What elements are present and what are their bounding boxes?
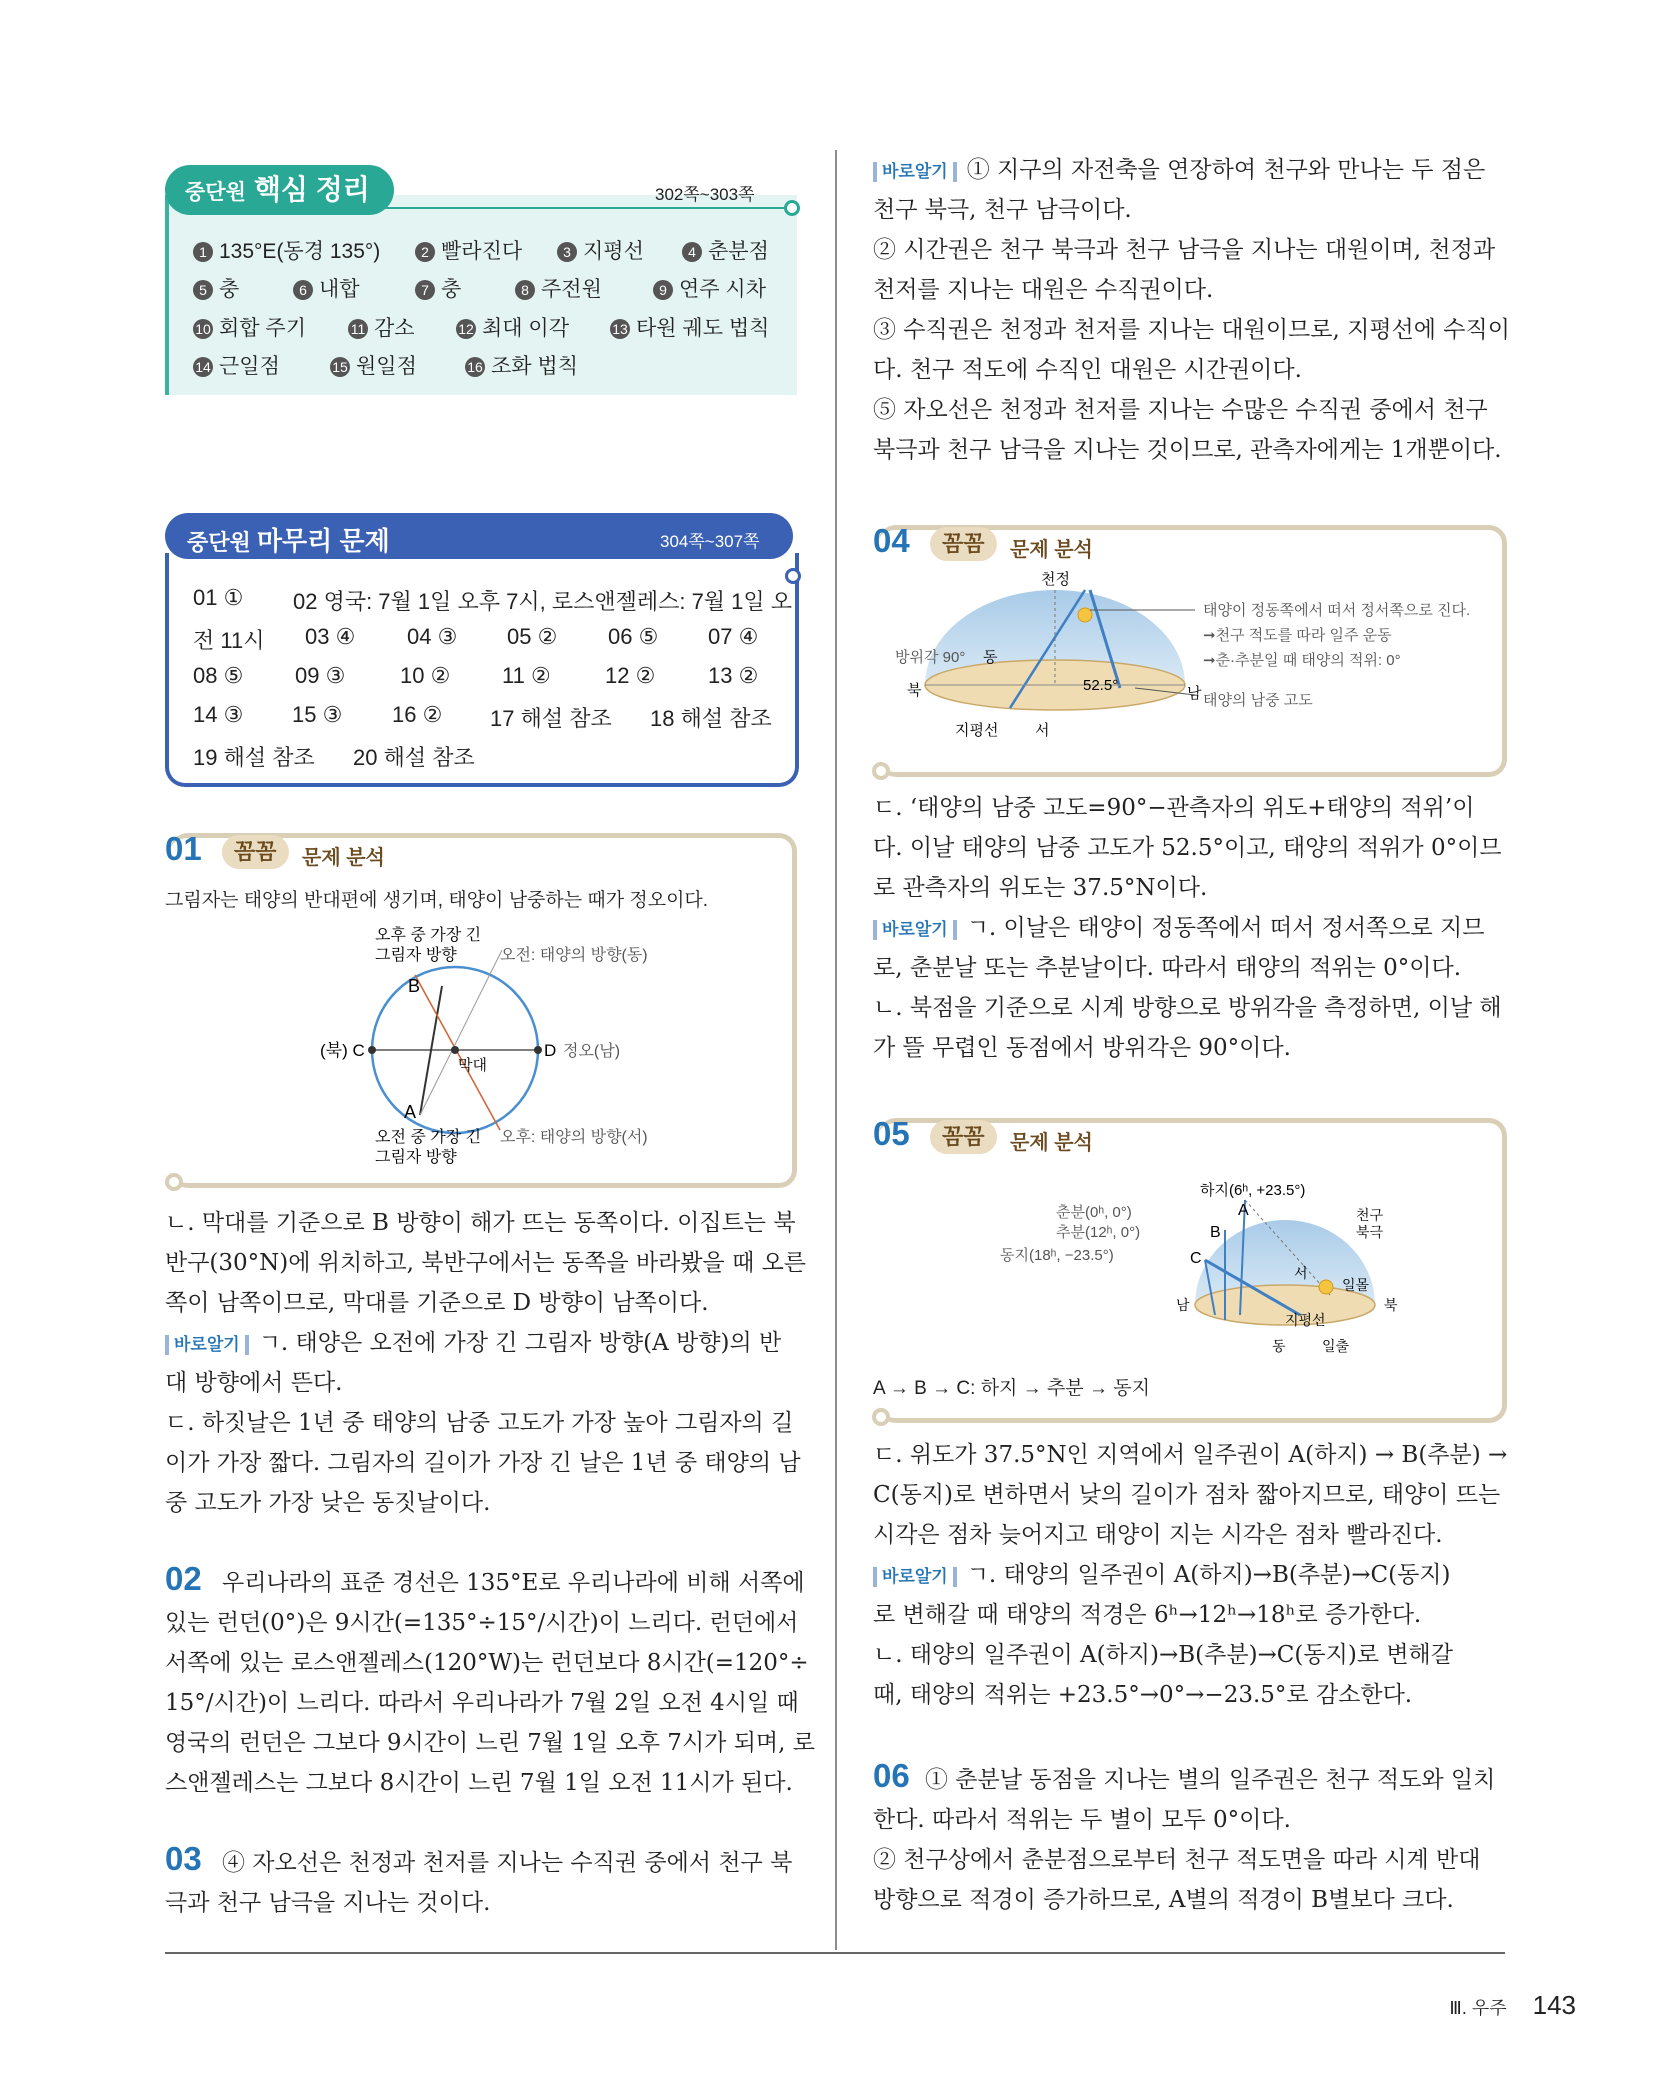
item-text: 충 xyxy=(219,278,240,301)
q05-fig-pole2: 북극 xyxy=(1356,1224,1384,1240)
q06-body-line: 방향으로 적경이 증가하므로, A별의 적경이 B별보다 크다. xyxy=(873,1887,1454,1913)
review-tab-small: 중단원 xyxy=(187,530,251,555)
stick-dot xyxy=(451,1046,459,1054)
answer: 09 ③ xyxy=(295,663,346,688)
q02-number: 02 xyxy=(165,1560,202,1597)
q01-fig-d-label: 정오(남) xyxy=(563,1043,621,1060)
q04-fig-west: 서 xyxy=(1035,722,1050,739)
q04-fig-note3: ➞춘·추분일 때 태양의 적위: 0° xyxy=(1203,652,1401,669)
summary-item xyxy=(193,350,280,380)
q05-fig-summer: 하지(6ʰ, +23.5°) xyxy=(1200,1182,1306,1199)
summary-item xyxy=(456,312,569,342)
q04-fig-south: 남 xyxy=(1187,685,1202,702)
q05-body-line: ㄷ. 위도가 37.5°N인 지역에서 일주권이 A(하지) → B(추분) → xyxy=(873,1442,1508,1468)
q01-fig-a: A xyxy=(404,1102,417,1122)
right-baro-line xyxy=(873,150,1485,190)
q06-number: 06 xyxy=(873,1757,910,1794)
q05-celestial-diagram xyxy=(1000,1165,1450,1360)
summary-item xyxy=(682,235,769,265)
q05-baro-line xyxy=(873,1555,1451,1595)
item-text: 135°E(동경 135°) xyxy=(219,240,381,263)
q01-fig-d: D xyxy=(544,1041,557,1060)
answer: 19 해설 참조 xyxy=(193,745,315,770)
q04-celestial-diagram xyxy=(895,570,1495,755)
q04-fig-east: 동 xyxy=(983,649,998,666)
q01-fig-bot-right: 오후: 태양의 방향(서) xyxy=(500,1129,648,1146)
item-text: 주전원 xyxy=(541,278,602,301)
answer: 04 ③ xyxy=(407,624,458,649)
item-text: 타원 궤도 법칙 xyxy=(636,317,770,340)
q01-fig-b: B xyxy=(408,976,421,996)
q06-body-line: ② 천구상에서 춘분점으로부터 천구 적도면을 따라 시계 반대 xyxy=(873,1847,1481,1873)
q01-fig-bot-left2: 그림자 방향 xyxy=(375,1149,457,1166)
q05-fig-south: 남 xyxy=(1176,1297,1190,1313)
q05-fig-east: 동 xyxy=(1272,1338,1286,1354)
q04-fig-angle: 52.5° xyxy=(1083,677,1119,694)
right-body-line: ② 시간권은 천구 북극과 천구 남극을 지나는 대원이며, 천정과 xyxy=(873,237,1496,263)
q05-body-line: ㄴ. 태양의 일주권이 A(하지)→B(추분)→C(동지)로 변해갈 xyxy=(873,1642,1453,1668)
q05-fig-sunset: 일몰 xyxy=(1342,1277,1370,1293)
answer: 03 ④ xyxy=(305,624,356,649)
summary-tab-small: 중단원 xyxy=(185,181,246,204)
item-text: 최대 이각 xyxy=(482,317,569,340)
baro-label: 바로알기 xyxy=(873,920,957,940)
q01-body-line: ㄴ. 막대를 기준으로 B 방향이 해가 뜨는 동쪽이다. 이집트는 북 xyxy=(165,1210,796,1236)
answer: 18 해설 참조 xyxy=(650,706,772,731)
item-number: 12 xyxy=(456,319,476,339)
summary-item xyxy=(330,350,417,380)
q04-baro-text: ㄱ. 이날은 태양이 정동쪽에서 떠서 정서쪽으로 지므 xyxy=(966,915,1485,941)
q03-body-line: ④ 자오선은 천정과 천저를 지나는 수직권 중에서 천구 북 xyxy=(222,1850,793,1876)
item-text: 지평선 xyxy=(583,240,644,263)
q01-fig-top-left2: 그림자 방향 xyxy=(375,947,457,964)
answer: 20 해설 참조 xyxy=(353,745,475,770)
summary-item xyxy=(515,273,602,303)
item-number: 11 xyxy=(348,319,368,339)
answer: 10 ② xyxy=(400,663,451,688)
q03-number: 03 xyxy=(165,1840,202,1877)
answer: 12 ② xyxy=(605,663,656,688)
q05-fig-sunrise: 일출 xyxy=(1322,1338,1350,1354)
q04-fig-note1: 태양이 정동쪽에서 떠서 정서쪽으로 진다. xyxy=(1203,602,1471,619)
summary-item xyxy=(653,273,766,303)
q05-fig-pole1: 천구 xyxy=(1356,1207,1384,1223)
q01-fig-bot-left1: 오전 중 가장 긴 xyxy=(375,1129,482,1146)
answer: 17 해설 참조 xyxy=(490,706,612,731)
q02-body-line: 있는 런던(0°)은 9시간(=135°÷15°/시간)이 느리다. 런던에서 xyxy=(165,1610,799,1636)
summary-item xyxy=(557,235,644,265)
q05-fig-horizon: 지평선 xyxy=(1285,1312,1326,1328)
q04-fig-north: 북 xyxy=(907,682,922,699)
q04-analysis-title: 문제 분석 xyxy=(1010,539,1093,561)
sun-icon xyxy=(1078,608,1092,622)
q05-fig-spring: 춘분(0ʰ, 0°) xyxy=(1056,1204,1132,1221)
answer: 07 ④ xyxy=(708,624,759,649)
item-number: 1 xyxy=(193,242,213,262)
q06-body-line: 한다. 따라서 적위는 두 별이 모두 0°이다. xyxy=(873,1807,1291,1833)
q01-kkom-badge: 꼼꼼 xyxy=(222,835,289,869)
summary-pages: 302쪽~303쪽 xyxy=(655,185,755,204)
q05-fig-c: C xyxy=(1190,1250,1202,1267)
q04-fig-zenith: 천정 xyxy=(1041,571,1070,588)
q05-fig-winter: 동지(18ʰ, −23.5°) xyxy=(1000,1247,1114,1264)
item-number: 14 xyxy=(193,357,213,377)
item-text: 근일점 xyxy=(219,355,280,378)
summary-item xyxy=(293,273,360,303)
item-number: 7 xyxy=(415,280,435,300)
answer: 02 영국: 7월 1일 오후 7시, 로스앤젤레스: 7월 1일 오 xyxy=(293,589,793,614)
q01-body-line: 중 고도가 가장 낮은 동짓날이다. xyxy=(165,1490,491,1516)
right-body-line: 천저를 지나는 대원은 수직권이다. xyxy=(873,277,1214,303)
q01-body-line: 대 방향에서 뜬다. xyxy=(165,1370,343,1396)
answer: 14 ③ xyxy=(193,702,244,727)
right-body-line: 북극과 천구 남극을 지나는 것이므로, 관측자에게는 1개뿐이다. xyxy=(873,437,1502,463)
summary-item xyxy=(415,235,522,265)
column-divider xyxy=(835,150,837,1950)
item-number: 6 xyxy=(293,280,313,300)
baro-label: 바로알기 xyxy=(873,1567,957,1587)
answer: 11 ② xyxy=(502,663,551,688)
q01-number: 01 xyxy=(165,830,202,867)
q04-body-line: 로 관측자의 위도는 37.5°N이다. xyxy=(873,875,1208,901)
item-number: 16 xyxy=(465,357,485,377)
q04-box-dot xyxy=(872,762,890,780)
item-text: 감소 xyxy=(374,317,415,340)
item-number: 2 xyxy=(415,242,435,262)
q01-shadow-diagram xyxy=(320,920,690,1180)
q01-body-line: 쪽이 남쪽이므로, 막대를 기준으로 D 방향이 남쪽이다. xyxy=(165,1290,709,1316)
q05-fig-west: 서 xyxy=(1294,1265,1308,1281)
q04-number: 04 xyxy=(873,522,910,559)
q02-body-line: 우리나라의 표준 경선은 135°E로 우리나라에 비해 서쪽에 xyxy=(222,1570,805,1596)
answer: 08 ⑤ xyxy=(193,663,244,688)
q05-fig-autumn: 추분(12ʰ, 0°) xyxy=(1056,1224,1141,1241)
q05-fig-b: B xyxy=(1210,1224,1221,1241)
q01-fig-top-right: 오전: 태양의 방향(동) xyxy=(500,947,648,964)
review-tab xyxy=(165,513,793,559)
q05-caption: A → B → C: 하지 → 추분 → 동지 xyxy=(873,1378,1150,1399)
summary-item xyxy=(193,312,306,342)
summary-dot xyxy=(784,200,800,216)
item-text: 내합 xyxy=(319,278,360,301)
q05-analysis-title: 문제 분석 xyxy=(1010,1132,1093,1154)
answer: 13 ② xyxy=(708,663,759,688)
item-text: 연주 시차 xyxy=(679,278,766,301)
q01-body-line: 반구(30°N)에 위치하고, 북반구에서는 동쪽을 바라봤을 때 오른 xyxy=(165,1250,807,1276)
item-number: 9 xyxy=(653,280,673,300)
review-tab-title: 마무리 문제 xyxy=(256,526,390,556)
item-text: 회합 주기 xyxy=(219,317,306,340)
summary-rule xyxy=(352,207,784,209)
review-pages: 304쪽~307쪽 xyxy=(660,532,760,551)
item-number: 3 xyxy=(557,242,577,262)
summary-tab-title: 핵심 정리 xyxy=(253,174,370,205)
item-number: 15 xyxy=(330,357,350,377)
q01-box-dot xyxy=(165,1173,183,1191)
q04-baro-line xyxy=(873,908,1484,948)
q04-kkom-badge: 꼼꼼 xyxy=(930,527,997,561)
review-dot xyxy=(785,568,801,584)
item-text: 춘분점 xyxy=(708,240,769,263)
q05-box-dot xyxy=(872,1408,890,1426)
q01-body-line: ㄷ. 하짓날은 1년 중 태양의 남중 고도가 가장 높아 그림자의 길 xyxy=(165,1410,794,1436)
page-number: 143 xyxy=(1532,1990,1576,2020)
q04-body-line: ㄷ. ‘태양의 남중 고도=90°−관측자의 위도+태양의 적위’이 xyxy=(873,795,1475,821)
q05-body-line: 때, 태양의 적위는 +23.5°→0°→−23.5°로 감소한다. xyxy=(873,1682,1413,1708)
q05-fig-north: 북 xyxy=(1384,1297,1398,1313)
summary-tab xyxy=(165,165,394,215)
q05-kkom-badge: 꼼꼼 xyxy=(930,1120,997,1154)
q04-fig-note2: ➞천구 적도를 따라 일주 운동 xyxy=(1203,627,1392,644)
q01-fig-stick: 막대 xyxy=(458,1057,487,1074)
right-body-line: 다. 천구 적도에 수직인 대원은 시간권이다. xyxy=(873,357,1302,383)
answer: 06 ⑤ xyxy=(608,624,659,649)
q02-body-line: 15°/시간)이 느리다. 따라서 우리나라가 7월 2일 오전 4시일 때 xyxy=(165,1690,799,1716)
q05-body-line: 시각은 점차 늦어지고 태양이 지는 시각은 점차 빨라진다. xyxy=(873,1522,1443,1548)
baro-label: 바로알기 xyxy=(873,162,957,182)
item-number: 5 xyxy=(193,280,213,300)
right-body-line: 천구 북극, 천구 남극이다. xyxy=(873,197,1132,223)
item-text: 빨라진다 xyxy=(441,240,523,263)
summary-item xyxy=(193,273,239,303)
answer: 전 11시 xyxy=(193,628,265,653)
q06-body-line: ① 춘분날 동점을 지나는 별의 일주권은 천구 적도와 일치 xyxy=(925,1767,1496,1793)
q04-body-line: 다. 이날 태양의 남중 고도가 52.5°이고, 태양의 적위가 0°이므 xyxy=(873,835,1502,861)
item-text: 원일점 xyxy=(356,355,417,378)
answer: 15 ③ xyxy=(292,702,343,727)
summary-item xyxy=(193,235,380,265)
summary-item xyxy=(348,312,415,342)
summary-item xyxy=(465,350,578,380)
q04-body-line: ㄴ. 북점을 기준으로 시계 방향으로 방위각을 측정하면, 이날 해 xyxy=(873,995,1502,1021)
item-number: 10 xyxy=(193,319,213,339)
page-footer xyxy=(1449,1990,1576,2021)
q03-body-line: 극과 천구 남극을 지나는 것이다. xyxy=(165,1890,491,1916)
point-c-dot xyxy=(368,1046,376,1054)
q01-body-line: 이가 가장 짧다. 그림자의 길이가 가장 긴 날은 1년 중 태양의 남 xyxy=(165,1450,801,1476)
baro-label: 바로알기 xyxy=(165,1335,249,1355)
q02-body-line: 영국의 런던은 그보다 9시간이 느린 7월 1일 오후 7시가 되며, 로 xyxy=(165,1730,815,1756)
q01-caption: 그림자는 태양의 반대편에 생기며, 태양이 남중하는 때가 정오이다. xyxy=(165,890,709,911)
bottom-rule xyxy=(165,1952,1505,1954)
item-text: 조화 법칙 xyxy=(491,355,578,378)
q05-baro-text: ㄱ. 태양의 일주권이 A(하지)→B(추분)→C(동지) xyxy=(966,1562,1451,1588)
footer-section: Ⅲ. 우주 xyxy=(1449,1998,1507,2018)
answer: 16 ② xyxy=(392,702,443,727)
q04-fig-note4: 태양의 남중 고도 xyxy=(1203,692,1313,709)
q02-body-line: 서쪽에 있는 로스앤젤레스(120°W)는 런던보다 8시간(=120°÷ xyxy=(165,1650,809,1676)
q05-body-line: 로 변해갈 때 태양의 적경은 6ʰ→12ʰ→18ʰ로 증가한다. xyxy=(873,1602,1422,1628)
q05-fig-a: A xyxy=(1238,1202,1249,1219)
right-body-line: ③ 수직권은 천정과 천저를 지나는 대원이므로, 지평선에 수직이 xyxy=(873,317,1510,343)
item-number: 8 xyxy=(515,280,535,300)
q05-body-line: C(동지)로 변하면서 낮의 길이가 점차 짧아지므로, 태양이 뜨는 xyxy=(873,1482,1501,1508)
q01-baro-text: ㄱ. 태양은 오전에 가장 긴 그림자 방향(A 방향)의 반 xyxy=(258,1330,782,1356)
sunset-sun-icon xyxy=(1319,1280,1333,1294)
item-number: 13 xyxy=(610,319,630,339)
q01-analysis-title: 문제 분석 xyxy=(302,847,385,869)
item-number: 4 xyxy=(682,242,702,262)
answer: 01 ① xyxy=(193,585,244,610)
point-d-dot xyxy=(534,1046,542,1054)
q01-baro-line xyxy=(165,1323,781,1363)
summary-item xyxy=(610,312,769,342)
item-text: 충 xyxy=(441,278,462,301)
q02-body-line: 스앤젤레스는 그보다 8시간이 느린 7월 1일 오전 11시가 된다. xyxy=(165,1770,793,1796)
summary-item xyxy=(415,273,461,303)
east-direction-line xyxy=(420,950,502,1115)
q01-fig-top-left1: 오후 중 가장 긴 xyxy=(375,927,482,944)
q01-fig-c: (북) C xyxy=(320,1041,365,1060)
right-baro-text: ① 지구의 자전축을 연장하여 천구와 만나는 두 점은 xyxy=(966,157,1486,183)
q04-body-line: 로, 춘분날 또는 추분날이다. 따라서 태양의 적위는 0°이다. xyxy=(873,955,1462,981)
q04-fig-horizon: 지평선 xyxy=(955,722,999,739)
q04-fig-azimuth: 방위각 90° xyxy=(895,649,966,666)
q05-number: 05 xyxy=(873,1115,910,1152)
answer: 05 ② xyxy=(507,624,558,649)
q04-body-line: 가 뜰 무렵인 동점에서 방위각은 90°이다. xyxy=(873,1035,1291,1061)
right-body-line: ⑤ 자오선은 천정과 천저를 지나는 수많은 수직권 중에서 천구 xyxy=(873,397,1488,423)
